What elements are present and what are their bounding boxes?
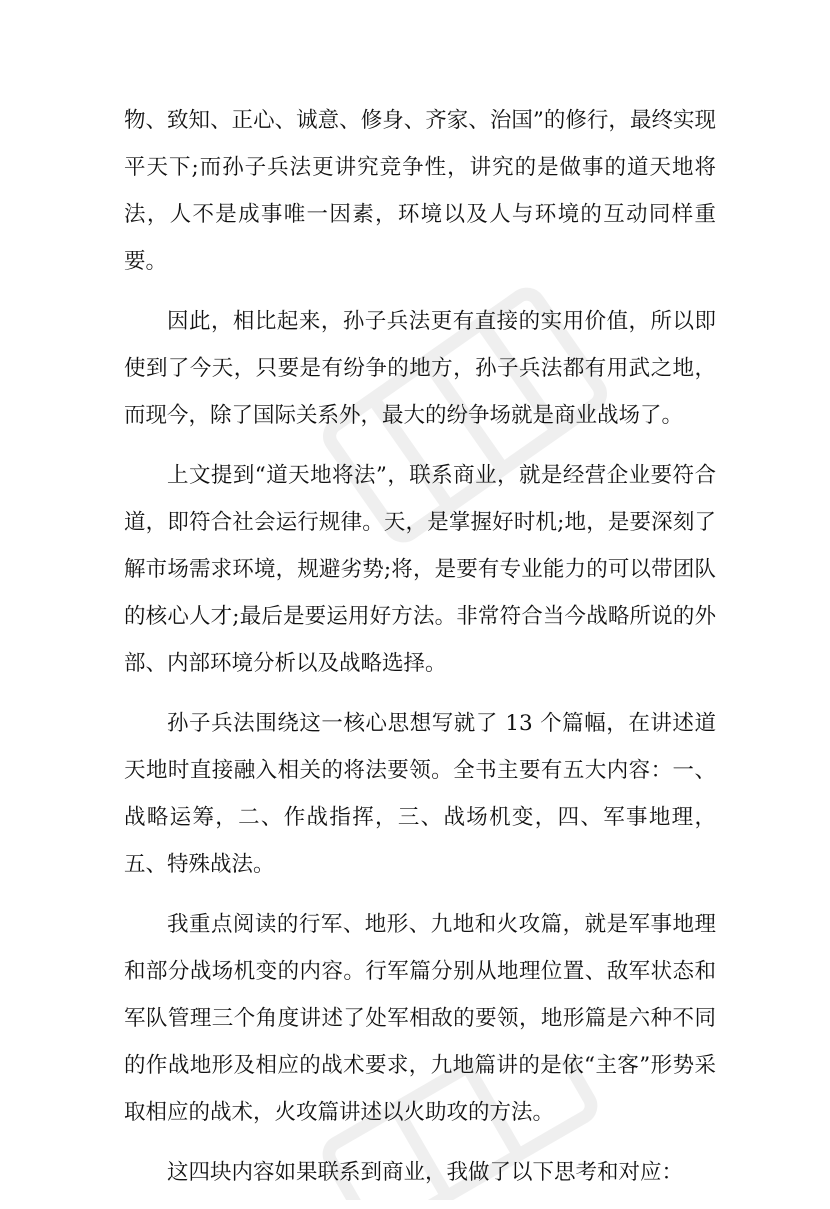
paragraph-1: 物、致知、正心、诚意、修身、齐家、治国”的修行，最终实现平天下;而孙子兵法更讲究竞争性，讲究的是做事的道天地将法，人不是成事唯一因素，环境以及人与环境的互动同样重要。 (124, 108, 716, 274)
paragraph-5: 我重点阅读的行军、地形、九地和火攻篇，就是军事地理和部分战场机变的内容。行军篇分别从地理位置、敌军状态和军队管理三个角度讲述了处军相敌的要领，地形篇是六种不同的作战地形及相应的战术要求，九地篇讲的是依“主客”形势采取相应的战术，火攻篇讲述以火助攻的方法。 (124, 912, 716, 1125)
paragraph-3: 上文提到“道天地将法”，联系商业，就是经营企业要符合道，即符合社会运行规律。天，是掌握好时机;地，是要深刻了解市场需求环境，规避劣势;将，是要有专业能力的可以带团队的核心人才;最后是要运用好方法。非常符合当今战略所说的外部、内部环境分析以及战略选择。 (124, 463, 716, 676)
document-body (124, 97, 716, 1209)
paragraph-4: 孙子兵法围绕这一核心思想写就了 13 个篇幅，在讲述道天地时直接融入相关的将法要领。全书主要有五大内容：一、战略运筹，二、作战指挥，三、战场机变，四、军事地理，五、特殊战法。 (124, 711, 716, 877)
paragraph-2: 因此，相比起来，孙子兵法更有直接的实用价值，所以即使到了今天，只要是有纷争的地方，孙子兵法都有用武之地，而现今，除了国际关系外，最大的纷争场就是商业战场了。 (124, 309, 716, 428)
paragraph-6: 这四块内容如果联系到商业，我做了以下思考和对应： (167, 1160, 684, 1185)
